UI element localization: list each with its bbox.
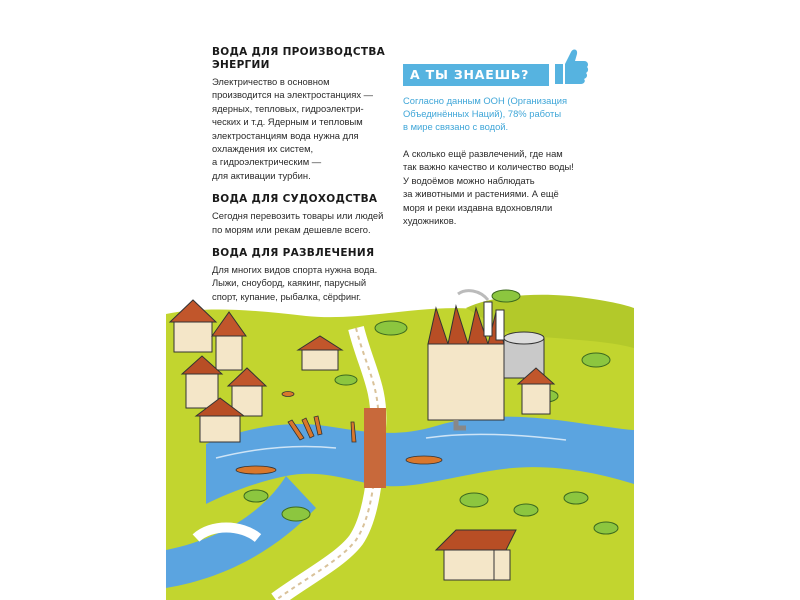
right-text	[403, 147, 599, 227]
text-line: электростанциям вода нужна для	[212, 129, 359, 141]
heading-line: ВОДА ДЛЯ СУДОХОДСТВА	[212, 193, 378, 206]
heading-line: ВОДА ДЛЯ РАЗВЛЕЧЕНИЯ	[212, 247, 375, 260]
section-heading	[212, 193, 398, 206]
right-column	[403, 48, 599, 238]
fact-line: Согласно данным ООН (Организация	[403, 95, 568, 106]
text-line: Лыжи, сноуборд, каякинг, парусный	[212, 277, 367, 289]
text-line: так важно качество и количество воды!	[403, 161, 574, 173]
thumbs-up-icon	[553, 48, 589, 86]
left-column	[212, 46, 398, 314]
text-line: А сколько ещё развлечений, где нам	[403, 148, 563, 159]
landscape-illustration	[166, 288, 634, 600]
text-line: Электричество в основном	[212, 76, 330, 87]
bottom-house	[436, 530, 516, 580]
text-line: Для многих видов спорта нужна вода.	[212, 264, 378, 276]
text-line: ческих и т.д. Ядерным и тепловым	[212, 116, 363, 128]
text-line: по морям или рекам дешевле всего.	[212, 223, 371, 235]
section-energy	[212, 46, 398, 182]
text-line: У водоёмов можно наблюдать	[403, 174, 535, 186]
text-line: охлаждения их систем,	[212, 143, 314, 155]
text-line: Сегодня перевозить товары или людей	[212, 210, 384, 222]
section-shipping	[212, 193, 398, 236]
fact-line: Объединённых Наций), 78% работы	[403, 108, 562, 119]
text-line: художников.	[403, 215, 457, 227]
text-line: моря и реки издавна вдохновляли	[403, 201, 553, 213]
did-you-know-header	[403, 48, 599, 88]
section-heading	[212, 46, 398, 72]
text-line: а гидроэлектрическим —	[212, 156, 322, 168]
text-line: производится на электростанциях —	[212, 89, 373, 101]
section-text	[212, 75, 398, 182]
fact-line: в мире связано с водой.	[403, 121, 509, 132]
bridge	[364, 408, 386, 488]
heading-line: ЭНЕРГИИ	[212, 59, 270, 71]
text-line: для активации турбин.	[212, 169, 311, 181]
fact-text	[403, 94, 599, 133]
did-you-know-banner: А ТЫ ЗНАЕШЬ?	[403, 64, 549, 86]
text-line: за животными и растениями. А ещё	[403, 188, 559, 200]
text-line: спорт, купание, рыбалка, сёрфинг.	[212, 290, 362, 302]
heading-line: ВОДА ДЛЯ ПРОИЗВОДСТВА	[212, 46, 386, 58]
section-heading	[212, 247, 398, 260]
section-text	[212, 209, 398, 236]
text-line: ядерных, тепловых, гидроэлектри-	[212, 102, 364, 114]
